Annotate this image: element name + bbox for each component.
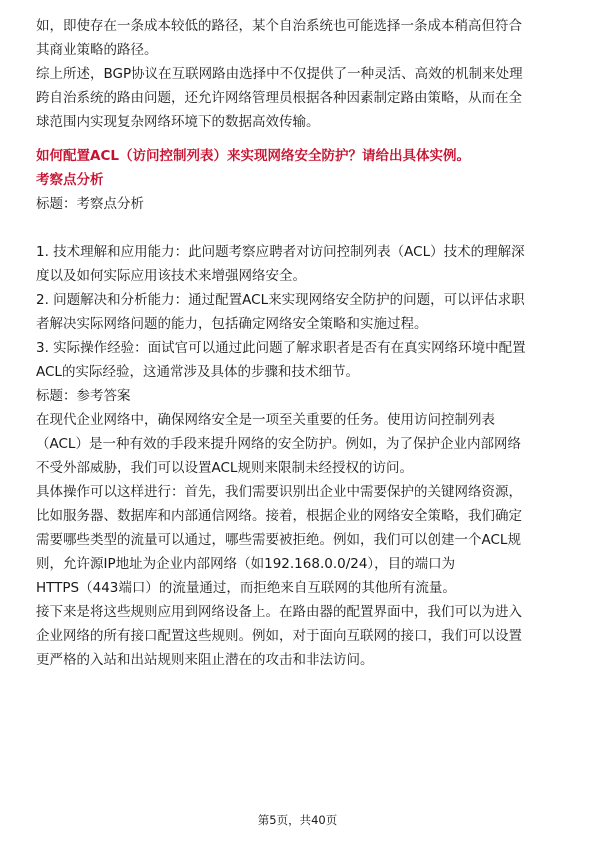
- answer-line: 则，允许源IP地址为企业内部网络（如192.168.0.0/24），目的端口为: [36, 556, 456, 572]
- analysis-point-line: ACL的实际经验，这通常涉及具体的步骤和技术细节。: [36, 364, 359, 380]
- page-number-footer: 第5页，共40页: [257, 813, 338, 827]
- analysis-point-line: 2. 问题解决和分析能力：通过配置ACL来实现网络安全防护的问题，可以评估求职: [36, 292, 525, 308]
- question-heading: 如何配置ACL（访问控制列表）来实现网络安全防护？请给出具体实例。: [36, 148, 470, 164]
- answer-line: 企业网络的所有接口配置这些规则。例如，对于面向互联网的接口，我们可以设置: [36, 628, 522, 644]
- document-page: [36, 14, 562, 672]
- answer-line: 更严格的入站和出站规则来阻止潜在的攻击和非法访问。: [36, 652, 374, 668]
- answer-line: 具体操作可以这样进行：首先，我们需要识别出企业中需要保护的关键网络资源，: [36, 484, 522, 500]
- body-line: 如，即使存在一条成本较低的路径，某个自治系统也可能选择一条成本稍高但符合: [36, 18, 522, 34]
- answer-line: 在现代企业网络中，确保网络安全是一项至关重要的任务。使用访问控制列表: [36, 412, 495, 428]
- answer-line: 需要哪些类型的流量可以通过，哪些需要被拒绝。例如，我们可以创建一个ACL规: [36, 532, 521, 548]
- analysis-title: 标题：考察点分析: [36, 196, 144, 212]
- body-line: 综上所述，BGP协议在互联网路由选择中不仅提供了一种灵活、高效的机制来处理: [36, 66, 523, 82]
- answer-line: （ACL）是一种有效的手段来提升网络的安全防护。例如，为了保护企业内部网络: [36, 436, 521, 452]
- body-line: 跨自治系统的路由问题，还允许网络管理员根据各种因素制定路由策略，从而在全: [36, 90, 522, 106]
- analysis-point-line: 3. 实际操作经验：面试官可以通过此问题了解求职者是否有在真实网络环境中配置: [36, 340, 526, 356]
- answer-line: HTTPS（443端口）的流量通过，而拒绝来自互联网的其他所有流量。: [36, 580, 456, 596]
- section-heading: 考察点分析: [36, 172, 104, 188]
- body-line: 球范围内实现复杂网络环境下的数据高效传输。: [36, 114, 320, 130]
- answer-title: 标题：参考答案: [36, 388, 131, 404]
- body-line: 其商业策略的路径。: [36, 42, 158, 58]
- analysis-point-line: 者解决实际网络问题的能力，包括确定网络安全策略和实施过程。: [36, 316, 428, 332]
- analysis-point-line: 1. 技术理解和应用能力：此问题考察应聘者对访问控制列表（ACL）技术的理解深: [36, 244, 525, 260]
- answer-line: 比如服务器、数据库和内部通信网络。接着，根据企业的网络安全策略，我们确定: [36, 508, 522, 524]
- answer-line: 不受外部威胁，我们可以设置ACL规则来限制未经授权的访问。: [36, 460, 413, 476]
- analysis-point-line: 度以及如何实际应用该技术来增强网络安全。: [36, 268, 306, 284]
- answer-line: 接下来是将这些规则应用到网络设备上。在路由器的配置界面中，我们可以为进入: [36, 604, 522, 620]
